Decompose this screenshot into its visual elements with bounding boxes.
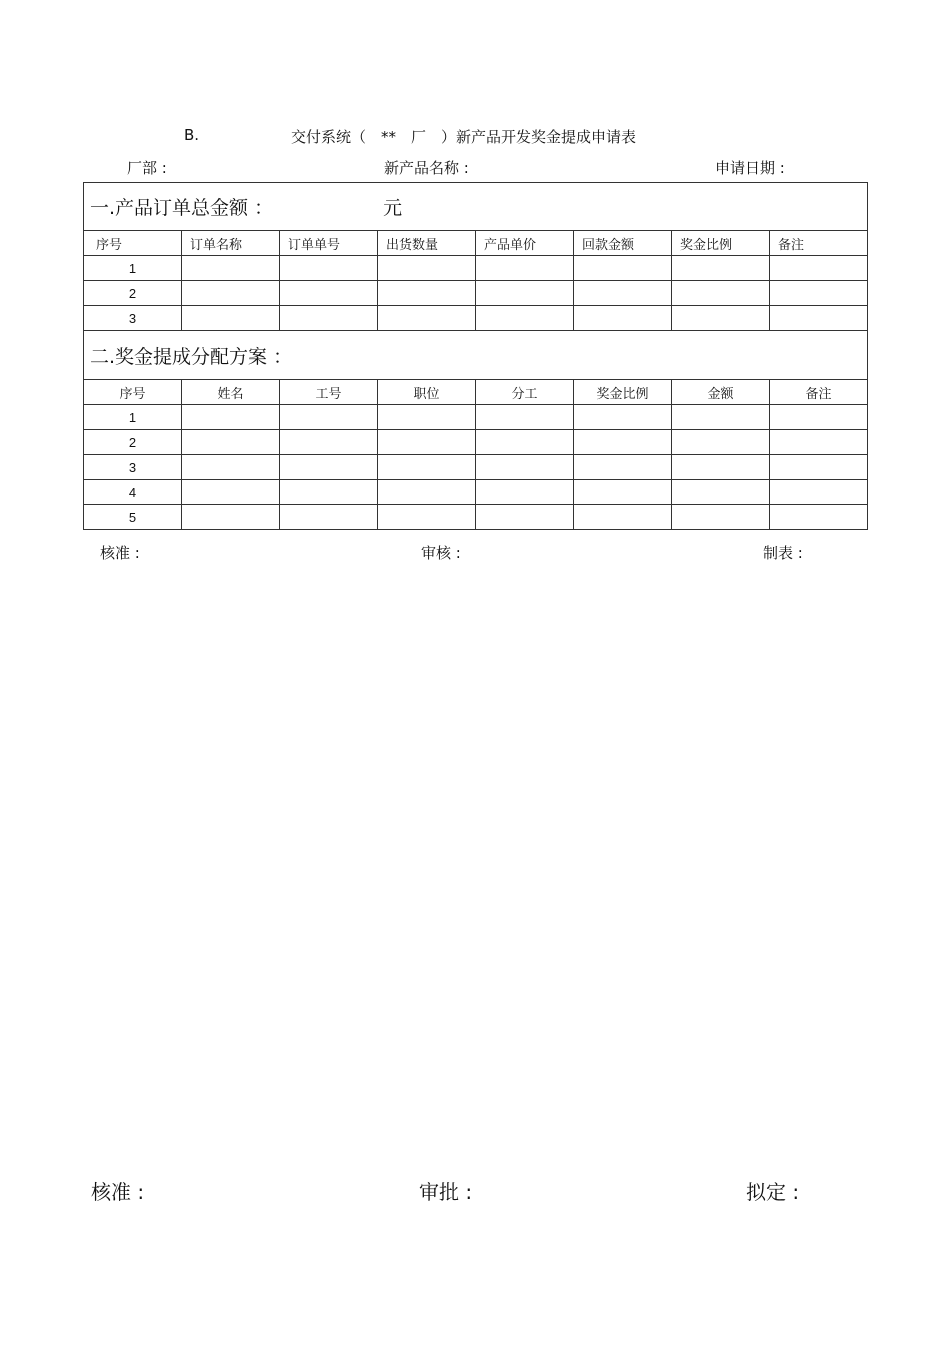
role-cell[interactable]: [476, 505, 574, 530]
payment-amount-cell[interactable]: [574, 306, 672, 331]
distribution-row: [84, 455, 868, 480]
order-row: [84, 306, 868, 331]
shipment-quantity-cell[interactable]: [378, 281, 476, 306]
factory-label: 厂部 :: [127, 159, 167, 177]
prepared-by-label: 制表 :: [763, 544, 803, 562]
amount-cell[interactable]: [672, 455, 770, 480]
remarks-cell[interactable]: [770, 281, 868, 306]
distribution-row: [84, 405, 868, 430]
amount-cell[interactable]: [672, 430, 770, 455]
row-number: 1: [84, 405, 182, 430]
column-header: 工号: [280, 380, 378, 405]
remarks-cell[interactable]: [770, 430, 868, 455]
column-header: 职位: [378, 380, 476, 405]
remarks-cell[interactable]: [770, 455, 868, 480]
row-number: 1: [84, 256, 182, 281]
employee-name-cell[interactable]: [182, 405, 280, 430]
distribution-row: [84, 430, 868, 455]
bonus-ratio-cell[interactable]: [574, 455, 672, 480]
product-name-label: 新产品名称 :: [384, 159, 469, 177]
employee-id-cell[interactable]: [280, 405, 378, 430]
order-name-cell[interactable]: [182, 306, 280, 331]
role-cell[interactable]: [476, 405, 574, 430]
employee-id-cell[interactable]: [280, 430, 378, 455]
unit-price-cell[interactable]: [476, 306, 574, 331]
remarks-cell[interactable]: [770, 256, 868, 281]
row-number: 2: [84, 281, 182, 306]
column-header: 出货数量: [378, 231, 476, 256]
order-total-cell: [84, 183, 868, 231]
employee-name-cell[interactable]: [182, 430, 280, 455]
payment-amount-cell[interactable]: [574, 281, 672, 306]
row-number: 3: [84, 455, 182, 480]
section1-title-row: [84, 183, 868, 231]
unit-price-cell[interactable]: [476, 281, 574, 306]
employee-name-cell[interactable]: [182, 480, 280, 505]
bonus-ratio-cell[interactable]: [672, 256, 770, 281]
form-title: 交付系统（ ** 厂 ）新产品开发奖金提成申请表: [291, 128, 637, 146]
remarks-cell[interactable]: [770, 505, 868, 530]
column-header: 备注: [770, 380, 868, 405]
position-cell[interactable]: [378, 480, 476, 505]
review-signature-label: 审核 :: [421, 544, 461, 562]
position-cell[interactable]: [378, 455, 476, 480]
distribution-row: [84, 505, 868, 530]
order-total-unit: 元: [383, 197, 403, 219]
bonus-ratio-cell[interactable]: [574, 505, 672, 530]
column-header: 姓名: [182, 380, 280, 405]
payment-amount-cell[interactable]: [574, 256, 672, 281]
order-name-cell[interactable]: [182, 256, 280, 281]
bonus-ratio-cell[interactable]: [574, 480, 672, 505]
bonus-ratio-cell[interactable]: [574, 430, 672, 455]
column-header: 奖金比例: [672, 231, 770, 256]
section2-title-row: [84, 331, 868, 380]
amount-cell[interactable]: [672, 505, 770, 530]
row-number: 2: [84, 430, 182, 455]
role-cell[interactable]: [476, 455, 574, 480]
order-name-cell[interactable]: [182, 281, 280, 306]
remarks-cell[interactable]: [770, 306, 868, 331]
footer-approve-label: 核准 :: [91, 1180, 145, 1204]
amount-cell[interactable]: [672, 480, 770, 505]
remarks-cell[interactable]: [770, 480, 868, 505]
column-header: 订单名称: [182, 231, 280, 256]
employee-id-cell[interactable]: [280, 505, 378, 530]
form-code: B.: [184, 126, 200, 144]
position-cell[interactable]: [378, 505, 476, 530]
footer-authorize-label: 审批 :: [419, 1180, 473, 1204]
shipment-quantity-cell[interactable]: [378, 256, 476, 281]
order-number-cell[interactable]: [280, 306, 378, 331]
role-cell[interactable]: [476, 480, 574, 505]
row-number: 4: [84, 480, 182, 505]
order-row: [84, 281, 868, 306]
column-header: 分工: [476, 380, 574, 405]
employee-id-cell[interactable]: [280, 455, 378, 480]
order-header-row: [84, 231, 868, 256]
column-header: 金额: [672, 380, 770, 405]
bonus-application-table: [83, 182, 868, 530]
column-header: 奖金比例: [574, 380, 672, 405]
column-header: 订单单号: [280, 231, 378, 256]
employee-name-cell[interactable]: [182, 455, 280, 480]
application-date-label: 申请日期 :: [715, 159, 785, 177]
employee-name-cell[interactable]: [182, 505, 280, 530]
row-number: 3: [84, 306, 182, 331]
order-total-title: 一.产品订单总金额 ：: [90, 197, 274, 219]
column-header: 序号: [84, 231, 182, 256]
order-number-cell[interactable]: [280, 281, 378, 306]
bonus-ratio-cell[interactable]: [672, 306, 770, 331]
bonus-ratio-cell[interactable]: [672, 281, 770, 306]
order-number-cell[interactable]: [280, 256, 378, 281]
employee-id-cell[interactable]: [280, 480, 378, 505]
order-row: [84, 256, 868, 281]
shipment-quantity-cell[interactable]: [378, 306, 476, 331]
column-header: 序号: [84, 380, 182, 405]
column-header: 产品单价: [476, 231, 574, 256]
footer-draft-label: 拟定 :: [746, 1180, 800, 1204]
distribution-row: [84, 480, 868, 505]
remarks-cell[interactable]: [770, 405, 868, 430]
role-cell[interactable]: [476, 430, 574, 455]
distribution-header-row: [84, 380, 868, 405]
approve-signature-label: 核准 :: [100, 544, 140, 562]
position-cell[interactable]: [378, 405, 476, 430]
bonus-ratio-cell[interactable]: [574, 405, 672, 430]
column-header: 备注: [770, 231, 868, 256]
bonus-distribution-title: 二.奖金提成分配方案 ：: [84, 331, 868, 380]
amount-cell[interactable]: [672, 405, 770, 430]
row-number: 5: [84, 505, 182, 530]
column-header: 回款金额: [574, 231, 672, 256]
unit-price-cell[interactable]: [476, 256, 574, 281]
position-cell[interactable]: [378, 430, 476, 455]
